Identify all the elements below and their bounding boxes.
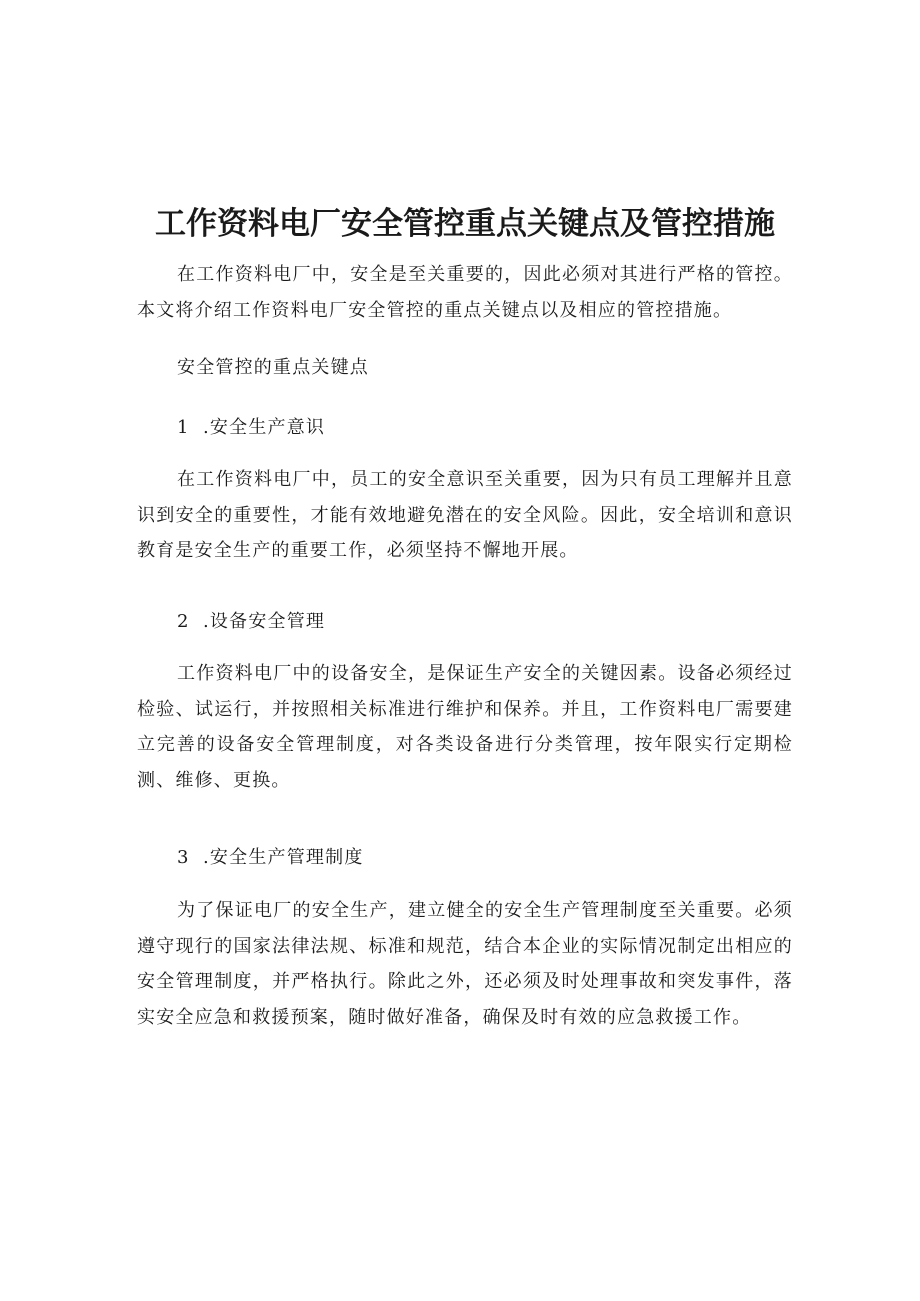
item-body-1: 在工作资料电厂中，员工的安全意识至关重要，因为只有员工理解并且意识到安全的重要性，才能有效地避免潜在的安全风险。因此，安全培训和意识教育是安全生产的重要工作，必须坚持不懈地开展。: [137, 469, 793, 561]
item-number: 3: [177, 847, 190, 868]
intro-paragraph: 在工作资料电厂中，安全是至关重要的，因此必须对其进行严格的管控。本文将介绍工作资料电厂安全管控的重点关键点以及相应的管控措施。: [137, 264, 793, 321]
section-heading: 安全管控的重点关键点: [177, 357, 369, 378]
item-heading-2: [177, 604, 325, 639]
item-heading-text: .安全生产管理制度: [203, 847, 364, 868]
document-title: 工作资料电厂安全管控重点关键点及管控措施: [155, 206, 775, 242]
item-number: 2: [177, 611, 190, 632]
item-heading-3: [177, 840, 364, 875]
item-body-2: 工作资料电厂中的设备安全，是保证生产安全的关键因素。设备必须经过检验、试运行，并按照相关标准进行维护和保养。并且，工作资料电厂需要建立完善的设备安全管理制度，对各类设备进行分类管理，按年限实行定期检测、维修、更换。: [137, 663, 793, 791]
item-number: 1: [177, 417, 190, 438]
item-heading-1: [177, 410, 325, 445]
item-body-3: 为了保证电厂的安全生产，建立健全的安全生产管理制度至关重要。必须遵守现行的国家法律法规、标准和规范，结合本企业的实际情况制定出相应的安全管理制度，并严格执行。除此之外，还必须及时处理事故和突发事件，落实安全应急和救援预案，随时做好准备，确保及时有效的应急救援工作。: [137, 900, 793, 1028]
item-heading-text: .安全生产意识: [203, 417, 326, 438]
item-heading-text: .设备安全管理: [203, 611, 326, 632]
